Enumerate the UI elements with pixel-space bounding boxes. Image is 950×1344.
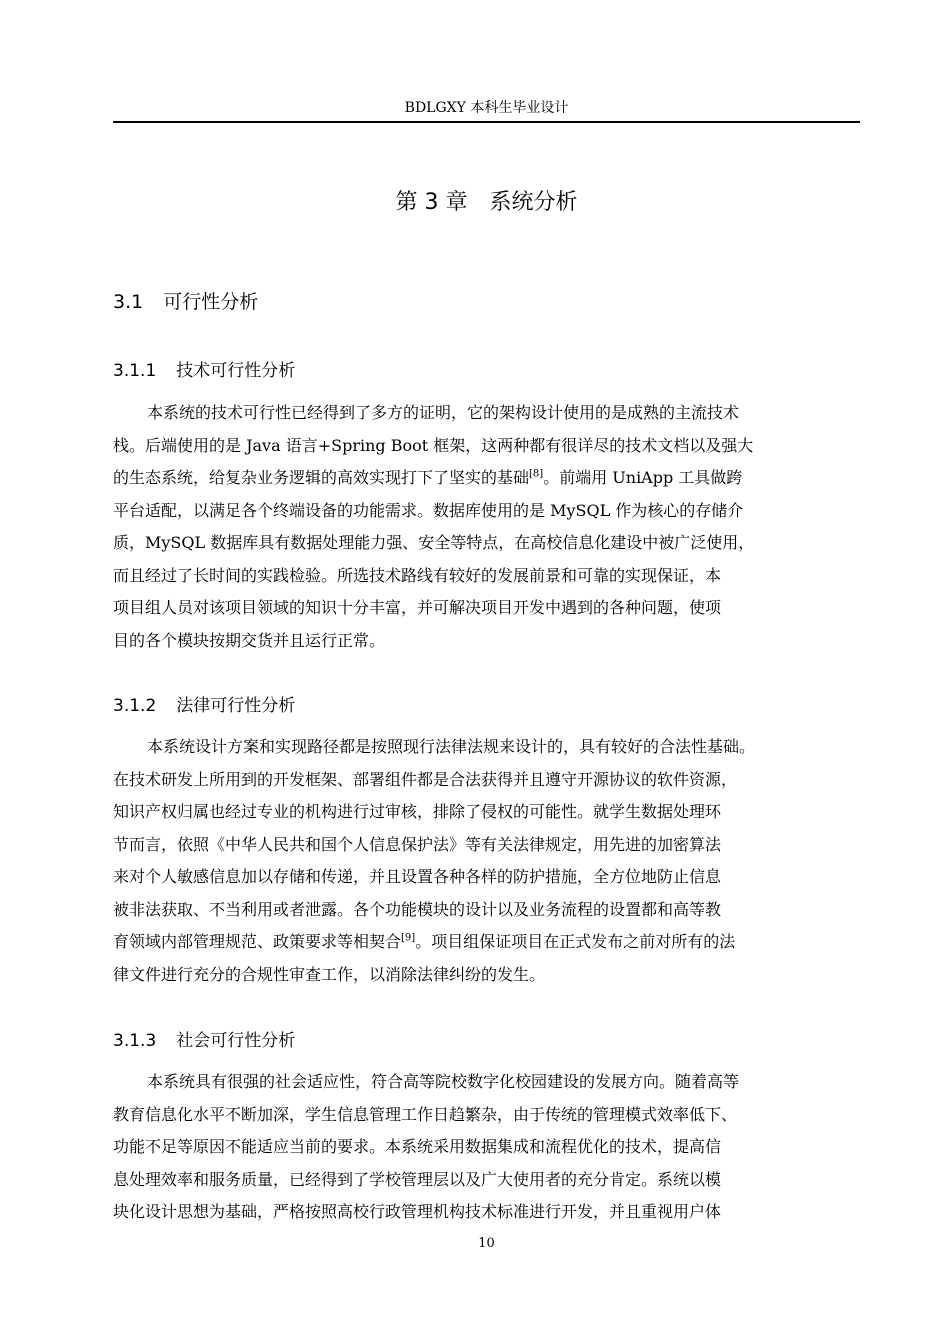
paragraph-line: 栈。后端使用的是 Java 语言+Spring Boot 框架，这两种都有很详尽的技术文档以及强大	[113, 435, 754, 455]
paragraph-line: 节而言，依照《中华人民共和国个人信息保护法》等有关法律规定，用先进的加密算法	[113, 834, 722, 854]
paragraph-line: 块化设计思想为基础，严格按照高校行政管理机构技术标准进行开发，并且重视用户体	[113, 1202, 722, 1221]
citation-marker: [8]	[529, 468, 544, 480]
paragraph-line: 被非法获取、不当利用或者泄露。各个功能模块的设计以及业务流程的设置都和高等教	[113, 899, 722, 919]
paragraph-legal	[113, 731, 873, 991]
section-number: 3.1	[113, 291, 144, 313]
subsection-number: 3.1.2	[113, 696, 157, 716]
paragraph-line: 在技术研发上所用到的开发框架、部署组件都是合法获得并且遵守开源协议的软件资源，	[113, 769, 738, 789]
chapter-name: 系统分析	[489, 190, 578, 215]
page-header: BDLGXY 本科生毕业设计	[404, 100, 569, 116]
subsection-title: 社会可行性分析	[176, 1031, 296, 1051]
chapter-title	[113, 188, 860, 218]
paragraph-line: 知识产权归属也经过专业的机构进行过审核，排除了侵权的可能性。就学生数据处理环	[113, 802, 722, 821]
paragraph-line: 质，MySQL 数据库具有数据处理能力强、安全等特点，在高校信息化建设中被广泛使用，	[113, 533, 755, 552]
subsection-heading	[113, 694, 295, 718]
paragraph-line: 而且经过了长时间的实践检验。所选技术路线有较好的发展前景和可靠的实现保证，本	[113, 565, 722, 585]
section-title: 可行性分析	[163, 291, 259, 313]
header-rule	[113, 121, 860, 123]
paragraph-line: 本系统设计方案和实现路径都是按照现行法律法规来设计的，具有较好的合法性基础。	[147, 737, 756, 756]
paragraph-technical	[113, 397, 873, 657]
paragraph-line: 本系统具有很强的社会适应性，符合高等院校数字化校园建设的发展方向。随着高等	[147, 1072, 740, 1091]
paragraph-line: 项目组人员对该项目领域的知识十分丰富，并可解决项目开发中遇到的各种问题，使项	[113, 598, 722, 617]
subsection-number: 3.1.3	[113, 1031, 157, 1051]
page-number: 10	[478, 1236, 495, 1251]
subsection-number: 3.1.1	[113, 361, 157, 381]
section-heading	[113, 289, 258, 315]
paragraph-line: 来对个人敏感信息加以存储和传递，并且设置各种各样的防护措施，全方位地防止信息	[113, 867, 722, 886]
subsection-title: 技术可行性分析	[176, 361, 296, 381]
paragraph-line: 息处理效率和服务质量，已经得到了学校管理层以及广大使用者的充分肯定。系统以模	[113, 1169, 722, 1189]
paragraph-line: 平台适配，以满足各个终端设备的功能需求。数据库使用的是 MySQL 作为核心的存储介	[113, 500, 744, 520]
paragraph-line: 教育信息化水平不断加深，学生信息管理工作日趋繁杂，由于传统的管理模式效率低下、	[113, 1104, 738, 1124]
paragraph-line: 育领域内部管理规范、政策要求等相契合[9]。项目组保证项目在正式发布之前对所有的法	[113, 932, 736, 951]
chapter-number: 第 3 章	[395, 190, 468, 215]
paragraph-line: 目的各个模块按期交货并且运行正常。	[113, 630, 386, 650]
citation-marker: [9]	[401, 932, 416, 944]
paragraph-line: 功能不足等原因不能适应当前的要求。本系统采用数据集成和流程优化的技术，提高信	[113, 1137, 722, 1156]
paragraph-social	[113, 1066, 873, 1229]
paragraph-line: 的生态系统，给复杂业务逻辑的高效实现打下了坚实的基础[8]。前端用 UniApp 工具做跨	[113, 468, 743, 487]
subsection-heading	[113, 1029, 295, 1053]
subsection-heading	[113, 359, 295, 383]
paragraph-line: 律文件进行充分的合规性审查工作，以消除法律纠纷的发生。	[113, 964, 546, 984]
paragraph-line: 本系统的技术可行性已经得到了多方的证明，它的架构设计使用的是成熟的主流技术	[147, 403, 740, 422]
subsection-title: 法律可行性分析	[176, 696, 296, 716]
